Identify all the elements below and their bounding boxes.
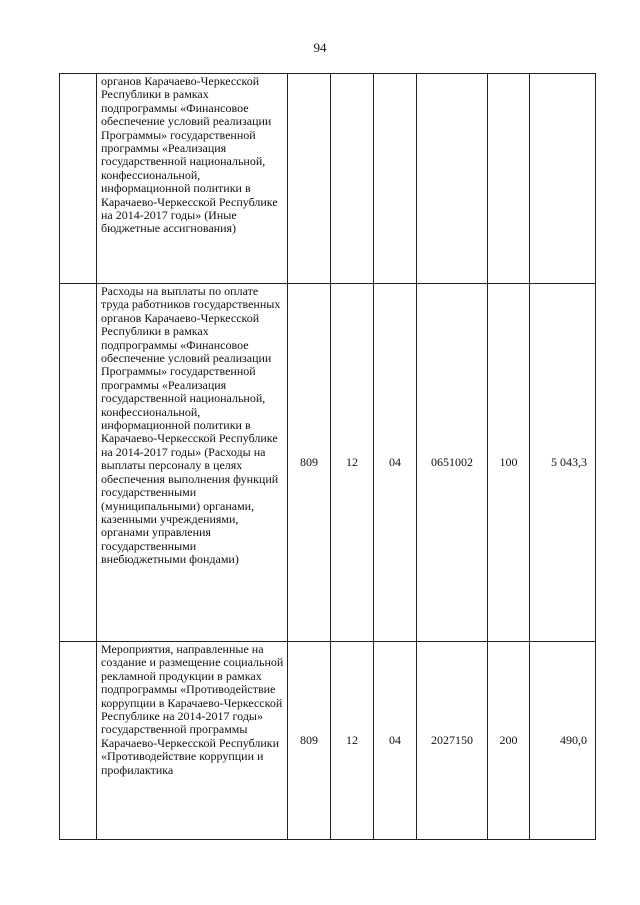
target-article-cell — [417, 74, 488, 284]
section-code-cell — [331, 74, 374, 284]
target-article-cell: 0651002 — [417, 284, 488, 642]
table-row — [60, 74, 596, 284]
amount-cell — [530, 74, 596, 284]
description-cell: Расходы на выплаты по оплате труда работников государственных органов Карачаево-Черкесской Республики в рамках подпрограммы «Финансовое обеспечение условий реализации Программы» государственной программы «Реализация государственной национальной, конфессиональной, информационной политики в Карачаево-Черкесской Республике на 2014-2017 годы» (Расходы на выплаты персоналу в целях обеспечения выполнения функций государственными (муниципальными) органами, казенными учреждениями, органами управления государственными внебюджетными фондами) — [97, 284, 288, 642]
ministry-code-cell: 809 — [288, 284, 331, 642]
target-article-cell: 2027150 — [417, 642, 488, 840]
expense-type-cell: 200 — [488, 642, 530, 840]
subsection-code-cell: 04 — [374, 284, 417, 642]
table-row — [60, 284, 596, 642]
budget-table — [59, 73, 596, 840]
ministry-code-cell: 809 — [288, 642, 331, 840]
description-cell: Мероприятия, направленные на создание и размещение социальной рекламной продукции в рамках подпрограммы «Противодействие коррупции в Карачаево-Черкесской Республике на 2014-2017 годы» государственной программы Карачаево-Черкесской Республики «Противодействие коррупции и профилактика — [97, 642, 288, 840]
amount-cell: 5 043,3 — [530, 284, 596, 642]
row-number-cell — [60, 284, 97, 642]
subsection-code-cell — [374, 74, 417, 284]
expense-type-cell — [488, 74, 530, 284]
page-number: 94 — [313, 40, 327, 55]
description-cell: органов Карачаево-Черкесской Республики в рамках подпрограммы «Финансовое обеспечение условий реализации Программы» государственной программы «Реализация государственной национальной, конфессиональной, информационной политики в Карачаево-Черкесской Республике на 2014-2017 годы» (Иные бюджетные ассигнования) — [97, 74, 288, 284]
section-code-cell: 12 — [331, 284, 374, 642]
table-row — [60, 642, 596, 840]
row-number-cell — [60, 642, 97, 840]
ministry-code-cell — [288, 74, 331, 284]
amount-cell: 490,0 — [530, 642, 596, 840]
row-number-cell — [60, 74, 97, 284]
subsection-code-cell: 04 — [374, 642, 417, 840]
section-code-cell: 12 — [331, 642, 374, 840]
expense-type-cell: 100 — [488, 284, 530, 642]
